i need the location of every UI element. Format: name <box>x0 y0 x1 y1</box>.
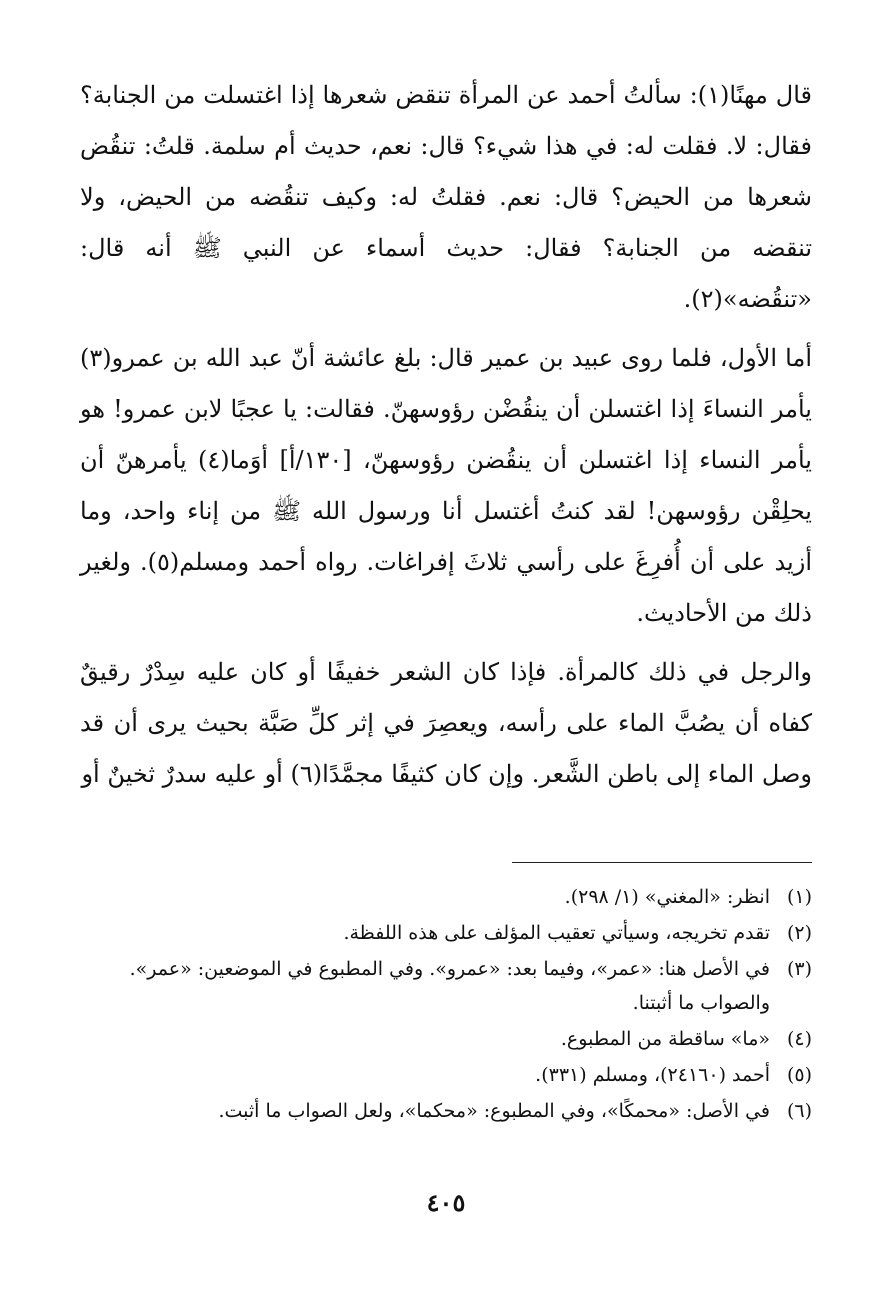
footnote-text: انظر: «المغني» (١/ ٢٩٨). <box>564 886 770 908</box>
footnote-4 <box>80 1022 812 1056</box>
page-number: ٤٠٥ <box>426 1188 466 1217</box>
footnote-2 <box>80 916 812 950</box>
footnote-text: «ما» ساقطة من المطبوع. <box>560 1028 770 1050</box>
footnote-text: تقدم تخريجه، وسيأتي تعقيب المؤلف على هذه اللفظة. <box>343 922 770 944</box>
footnote-text: في الأصل هنا: «عمر»، وفيما بعد: «عمرو». وفي المطبوع في الموضعين: «عمر». والصواب ما أثبتنا. <box>129 958 770 1014</box>
footnote-number: (٦) <box>786 1100 812 1122</box>
footnote-separator <box>512 862 812 863</box>
footnote-text: أحمد (٢٤١٦٠)، ومسلم (٣٣١). <box>535 1064 770 1086</box>
footnote-number: (٣) <box>786 958 812 980</box>
paragraph-2: أما الأول، فلما روى عبيد بن عمير قال: بلغ عائشة أنّ عبد الله بن عمرو(٣) يأمر النساءَ إذا اغتسلن أن ينقُضْن رؤوسهنّ. فقالت: يا عجبًا لابن عمرو! هو يأمر النساء إذا اغتسلن أن ينقُضن رؤوسهنّ، [١٣٠/أ] أوَما(٤) يأمرهنّ أن يحلِقْن رؤوسهن! لقد كنتُ أغتسل أنا ورسول الله ﷺ من إناء واحد، وما أزيد على أن أُفرِغَ على رأسي ثلاثَ إفراغات. رواه أحمد ومسلم(٥). ولغير ذلك من الأحاديث. <box>80 344 812 627</box>
footnote-number: (١) <box>786 886 812 908</box>
footnote-1 <box>80 880 812 914</box>
main-text <box>80 70 812 800</box>
footnote-number: (٢) <box>786 922 812 944</box>
footnote-number: (٥) <box>786 1064 812 1086</box>
footnote-3 <box>80 952 812 1020</box>
footnote-6 <box>80 1094 812 1128</box>
footnotes <box>80 880 812 1130</box>
paragraph-1: قال مهنًا(١): سألتُ أحمد عن المرأة تنقض شعرها إذا اغتسلت من الجنابة؟ فقال: لا. فقلت له: في هذا شيء؟ قال: نعم، حديث أم سلمة. قلتُ: تنقُض شعرها من الحيض؟ قال: نعم. فقلتُ له: وكيف تنقُضه من الحيض، ولا تنقضه من الجنابة؟ فقال: حديث أسماء عن النبي ﷺ أنه قال: «تنقُضه»(٢). <box>80 81 813 313</box>
footnote-number: (٤) <box>786 1028 812 1050</box>
footnote-5 <box>80 1058 812 1092</box>
paragraph-3: والرجل في ذلك كالمرأة. فإذا كان الشعر خفيفًا أو كان عليه سِدْرٌ رقيقٌ كفاه أن يصُبَّ الماء على رأسه، ويعصِرَ في إثر كلِّ صَبَّة بحيث يرى أن قد وصل الماء إلى باطن الشَّعر. وإن كان كثيفًا مجمَّدًا(٦) أو عليه سدرٌ ثخينٌ أو <box>80 658 812 788</box>
footnote-text: في الأصل: «محمكًا»، وفي المطبوع: «محكما»، ولعل الصواب ما أثبت. <box>218 1100 770 1122</box>
